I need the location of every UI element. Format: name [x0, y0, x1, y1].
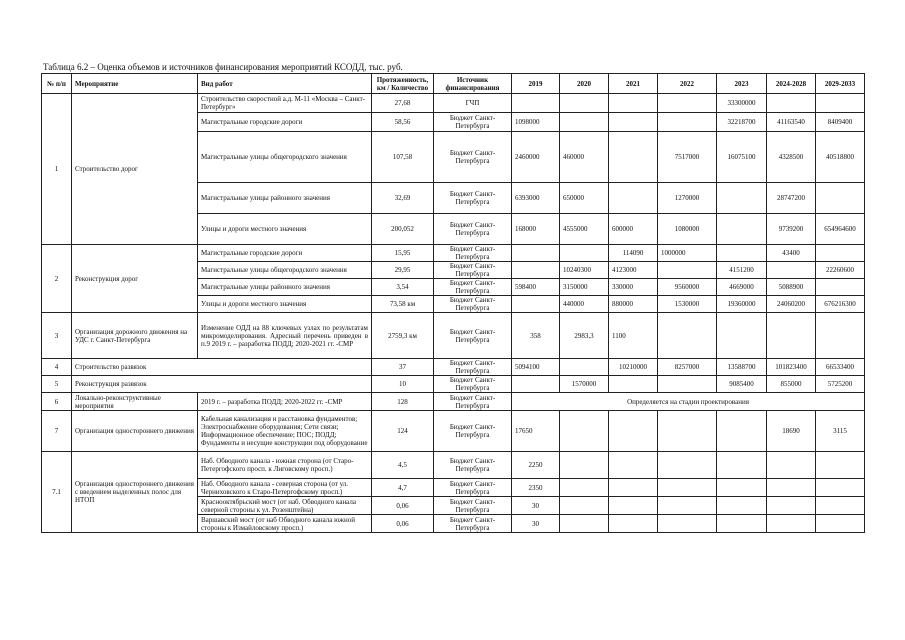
row-event: Реконструкция развязок	[72, 376, 372, 393]
value-2022: 1530000	[658, 296, 717, 313]
value-2029-2033: 8409400	[816, 113, 865, 132]
header-2023: 2023	[717, 74, 767, 94]
source-cell: Бюджет Санкт-Петербурга	[434, 411, 512, 452]
value-2023: 13588700	[717, 359, 767, 376]
design-stage-note: Определяется на стадии проектирования	[512, 393, 865, 411]
length-cell: 107,58	[372, 132, 434, 183]
value-2029-2033: 22260600	[816, 262, 865, 279]
value-2022: 8257000	[658, 359, 717, 376]
value-2023: 9085400	[717, 376, 767, 393]
table-row	[42, 313, 865, 359]
value-2029-2033: 3115	[816, 411, 865, 452]
source-cell: Бюджет Санкт-Петербурга	[434, 214, 512, 245]
table-row	[42, 94, 865, 113]
value-2029-2033	[816, 479, 865, 497]
value-2029-2033	[816, 452, 865, 479]
length-cell: 3,54	[372, 279, 434, 296]
document-page	[41, 62, 864, 533]
table-row	[42, 359, 865, 376]
value-2020: 460000	[560, 132, 609, 183]
value-2021: 114090	[609, 245, 658, 262]
value-2029-2033: 40518800	[816, 132, 865, 183]
source-cell: Бюджет Санкт-Петербурга	[434, 479, 512, 497]
value-2029-2033	[816, 245, 865, 262]
value-2023	[717, 183, 767, 214]
row-num: 3	[42, 313, 72, 359]
value-2029-2033: 654964600	[816, 214, 865, 245]
value-2024-2028	[767, 452, 816, 479]
value-2020	[560, 113, 609, 132]
header-row	[42, 74, 865, 94]
value-2023	[717, 214, 767, 245]
value-2021: 880000	[609, 296, 658, 313]
source-cell: Бюджет Санкт-Петербурга	[434, 279, 512, 296]
length-cell: 58,56	[372, 113, 434, 132]
value-2019: 17650	[512, 411, 560, 452]
value-2019: 1098000	[512, 113, 560, 132]
work-type: Кабельная канализация и расстановка фундаментов; Электроснабжение оборудования; Сети связи; Информационное обеспечение; ПОС; ПОДД; Фундаменты и несущие конструкции под оборудование	[198, 411, 372, 452]
work-type: 2019 г. – разработка ПОДД; 2020-2022 гг. -СМР	[198, 393, 372, 411]
value-2023: 32218700	[717, 113, 767, 132]
value-2022: 1080000	[658, 214, 717, 245]
value-2022	[658, 479, 717, 497]
row-event: Реконструкция дорог	[72, 245, 198, 313]
value-2021: 1100	[609, 313, 658, 359]
header-2024-2028: 2024-2028	[767, 74, 816, 94]
value-2020: 650000	[560, 183, 609, 214]
value-2024-2028: 18690	[767, 411, 816, 452]
value-2029-2033	[816, 94, 865, 113]
work-type: Улицы и дороги местного значения	[198, 296, 372, 313]
value-2021	[609, 411, 658, 452]
value-2023	[717, 515, 767, 533]
value-2022	[658, 515, 717, 533]
value-2023: 4151200	[717, 262, 767, 279]
table-caption: Таблица 6.2 – Оценка объемов и источников финансирования мероприятий КСОДД, тыс. руб.	[43, 62, 403, 72]
source-cell: Бюджет Санкт-Петербурга	[434, 132, 512, 183]
header-event: Мероприятие	[72, 74, 198, 94]
row-num: 6	[42, 393, 72, 411]
source-cell: Бюджет Санкт-Петербурга	[434, 376, 512, 393]
length-cell: 27,68	[372, 94, 434, 113]
value-2020: 4555000	[560, 214, 609, 245]
value-2024-2028: 4328500	[767, 132, 816, 183]
row-num: 1	[42, 94, 72, 245]
source-cell: Бюджет Санкт-Петербурга	[434, 393, 512, 411]
value-2022	[658, 262, 717, 279]
value-2020	[560, 452, 609, 479]
row-num: 5	[42, 376, 72, 393]
value-2024-2028	[767, 515, 816, 533]
length-cell: 128	[372, 393, 434, 411]
value-2023	[717, 313, 767, 359]
row-num: 7	[42, 411, 72, 452]
value-2022: 9560000	[658, 279, 717, 296]
length-cell: 10	[372, 376, 434, 393]
table-row	[42, 411, 865, 452]
value-2020	[560, 479, 609, 497]
length-cell: 0,06	[372, 497, 434, 515]
row-num: 7.1	[42, 452, 72, 533]
length-cell: 37	[372, 359, 434, 376]
value-2022	[658, 376, 717, 393]
header-work: Вид работ	[198, 74, 372, 94]
value-2023: 4669000	[717, 279, 767, 296]
value-2019: 598400	[512, 279, 560, 296]
value-2020: 1570000	[560, 376, 609, 393]
value-2024-2028: 855000	[767, 376, 816, 393]
table-row	[42, 452, 865, 479]
header-2022: 2022	[658, 74, 717, 94]
table-row	[42, 376, 865, 393]
value-2029-2033: 66533400	[816, 359, 865, 376]
value-2024-2028: 24060200	[767, 296, 816, 313]
value-2023	[717, 497, 767, 515]
value-2021	[609, 183, 658, 214]
value-2019: 30	[512, 515, 560, 533]
work-type: Изменение ОДД на 88 ключевых узлах по результатам микромоделирования. Адресный перечень приведен в п.9 2019 г. – разработка ПОДД; 2020-2021 гг. -СМР	[198, 313, 372, 359]
value-2021	[609, 132, 658, 183]
value-2029-2033	[816, 515, 865, 533]
value-2023	[717, 452, 767, 479]
value-2024-2028	[767, 479, 816, 497]
value-2020	[560, 94, 609, 113]
row-event: Строительство развязок	[72, 359, 372, 376]
work-type: Магистральные городские дороги	[198, 113, 372, 132]
work-type: Улицы и дороги местного значения	[198, 214, 372, 245]
length-cell: 32,69	[372, 183, 434, 214]
source-cell: Бюджет Санкт-Петербурга	[434, 245, 512, 262]
length-cell: 29,95	[372, 262, 434, 279]
value-2024-2028	[767, 497, 816, 515]
value-2022	[658, 452, 717, 479]
value-2029-2033: 5725200	[816, 376, 865, 393]
work-type: Строительство скоростной а.д. М-11 «Москва – Санкт-Петербург»	[198, 94, 372, 113]
header-2020: 2020	[560, 74, 609, 94]
value-2022	[658, 313, 717, 359]
value-2021	[609, 452, 658, 479]
value-2024-2028	[767, 262, 816, 279]
value-2029-2033: 676216300	[816, 296, 865, 313]
value-2024-2028: 43400	[767, 245, 816, 262]
value-2019	[512, 296, 560, 313]
row-event: Строительство дорог	[72, 94, 198, 245]
value-2022	[658, 113, 717, 132]
value-2021: 330000	[609, 279, 658, 296]
value-2020	[560, 245, 609, 262]
length-cell: 0,06	[372, 515, 434, 533]
value-2021: 10210000	[609, 359, 658, 376]
value-2023	[717, 479, 767, 497]
header-num: № п/п	[42, 74, 72, 94]
value-2024-2028: 101823400	[767, 359, 816, 376]
value-2019: 2350	[512, 479, 560, 497]
value-2024-2028	[767, 313, 816, 359]
value-2021: 600000	[609, 214, 658, 245]
work-type: Магистральные улицы общегородского значения	[198, 132, 372, 183]
work-type: Варшавский мост (от наб Обводного канала южной стороны к Измайловскому просп.)	[198, 515, 372, 533]
value-2020	[560, 411, 609, 452]
value-2023: 19360000	[717, 296, 767, 313]
work-type: Краснооктябрьский мост (от наб. Обводного канала северной стороны к ул. Розенштейна)	[198, 497, 372, 515]
source-cell: Бюджет Санкт-Петербурга	[434, 313, 512, 359]
length-cell: 4,7	[372, 479, 434, 497]
length-cell: 200,052	[372, 214, 434, 245]
work-type: Наб. Обводного канала - северная сторона (от ул. Черниховского к Старо-Петергофскому просп.)	[198, 479, 372, 497]
value-2022: 7517000	[658, 132, 717, 183]
value-2020: 3150000	[560, 279, 609, 296]
table-row	[42, 245, 865, 262]
length-cell: 124	[372, 411, 434, 452]
value-2019	[512, 262, 560, 279]
work-type: Магистральные улицы общегородского значения	[198, 262, 372, 279]
value-2029-2033	[816, 313, 865, 359]
length-cell: 2759,3 км	[372, 313, 434, 359]
header-length: Протяженность, км / Количество	[372, 74, 434, 94]
value-2029-2033	[816, 497, 865, 515]
source-cell: Бюджет Санкт-Петербурга	[434, 452, 512, 479]
row-num: 4	[42, 359, 72, 376]
length-cell: 4,5	[372, 452, 434, 479]
header-source: Источник финансирования	[434, 74, 512, 94]
work-type: Наб. Обводного канала - южная сторона (от Старо-Петергофского просп. к Лиговскому просп.)	[198, 452, 372, 479]
value-2023	[717, 245, 767, 262]
work-type: Магистральные улицы районного значения	[198, 183, 372, 214]
row-event: Организация одностороннего движения с введением выделенных полос для НТОП	[72, 452, 198, 533]
length-cell: 15,95	[372, 245, 434, 262]
source-cell: Бюджет Санкт-Петербурга	[434, 515, 512, 533]
value-2020: 440000	[560, 296, 609, 313]
value-2022: 1000000	[658, 245, 717, 262]
length-cell: 73,58 км	[372, 296, 434, 313]
value-2019: 358	[512, 313, 560, 359]
work-type: Магистральные городские дороги	[198, 245, 372, 262]
value-2022	[658, 94, 717, 113]
table-row	[42, 393, 865, 411]
source-cell: ГЧП	[434, 94, 512, 113]
value-2020	[560, 359, 609, 376]
value-2019: 30	[512, 497, 560, 515]
value-2024-2028: 5088900	[767, 279, 816, 296]
value-2019: 2250	[512, 452, 560, 479]
source-cell: Бюджет Санкт-Петербурга	[434, 113, 512, 132]
source-cell: Бюджет Санкт-Петербурга	[434, 262, 512, 279]
value-2021: 4123000	[609, 262, 658, 279]
source-cell: Бюджет Санкт-Петербурга	[434, 359, 512, 376]
value-2029-2033	[816, 279, 865, 296]
value-2020	[560, 497, 609, 515]
value-2024-2028	[767, 94, 816, 113]
value-2020: 10240300	[560, 262, 609, 279]
value-2019	[512, 245, 560, 262]
source-cell: Бюджет Санкт-Петербурга	[434, 296, 512, 313]
value-2024-2028: 9739200	[767, 214, 816, 245]
row-event: Организация одностороннего движения	[72, 411, 198, 452]
value-2019	[512, 94, 560, 113]
value-2020: 2983,3	[560, 313, 609, 359]
header-2029-2033: 2029-2033	[816, 74, 865, 94]
value-2021	[609, 376, 658, 393]
value-2019: 2460000	[512, 132, 560, 183]
header-2021: 2021	[609, 74, 658, 94]
row-event: Локально-реконструктивные мероприятия	[72, 393, 198, 411]
value-2019	[512, 376, 560, 393]
source-cell: Бюджет Санкт-Петербурга	[434, 497, 512, 515]
value-2023: 33300000	[717, 94, 767, 113]
value-2023	[717, 411, 767, 452]
value-2019: 6393000	[512, 183, 560, 214]
value-2023: 16075100	[717, 132, 767, 183]
value-2024-2028: 41163540	[767, 113, 816, 132]
value-2022	[658, 411, 717, 452]
value-2021	[609, 479, 658, 497]
value-2021	[609, 497, 658, 515]
value-2029-2033	[816, 183, 865, 214]
row-event: Организация дорожного движения на УДС г. Санкт-Петербурга	[72, 313, 198, 359]
financing-table	[41, 73, 865, 533]
value-2021	[609, 113, 658, 132]
row-num: 2	[42, 245, 72, 313]
value-2021	[609, 515, 658, 533]
value-2024-2028: 28747200	[767, 183, 816, 214]
value-2021	[609, 94, 658, 113]
work-type: Магистральные улицы районного значения	[198, 279, 372, 296]
value-2022: 1270000	[658, 183, 717, 214]
value-2019: 168000	[512, 214, 560, 245]
value-2020	[560, 515, 609, 533]
source-cell: Бюджет Санкт-Петербурга	[434, 183, 512, 214]
header-2019: 2019	[512, 74, 560, 94]
value-2022	[658, 497, 717, 515]
value-2019: 5094100	[512, 359, 560, 376]
